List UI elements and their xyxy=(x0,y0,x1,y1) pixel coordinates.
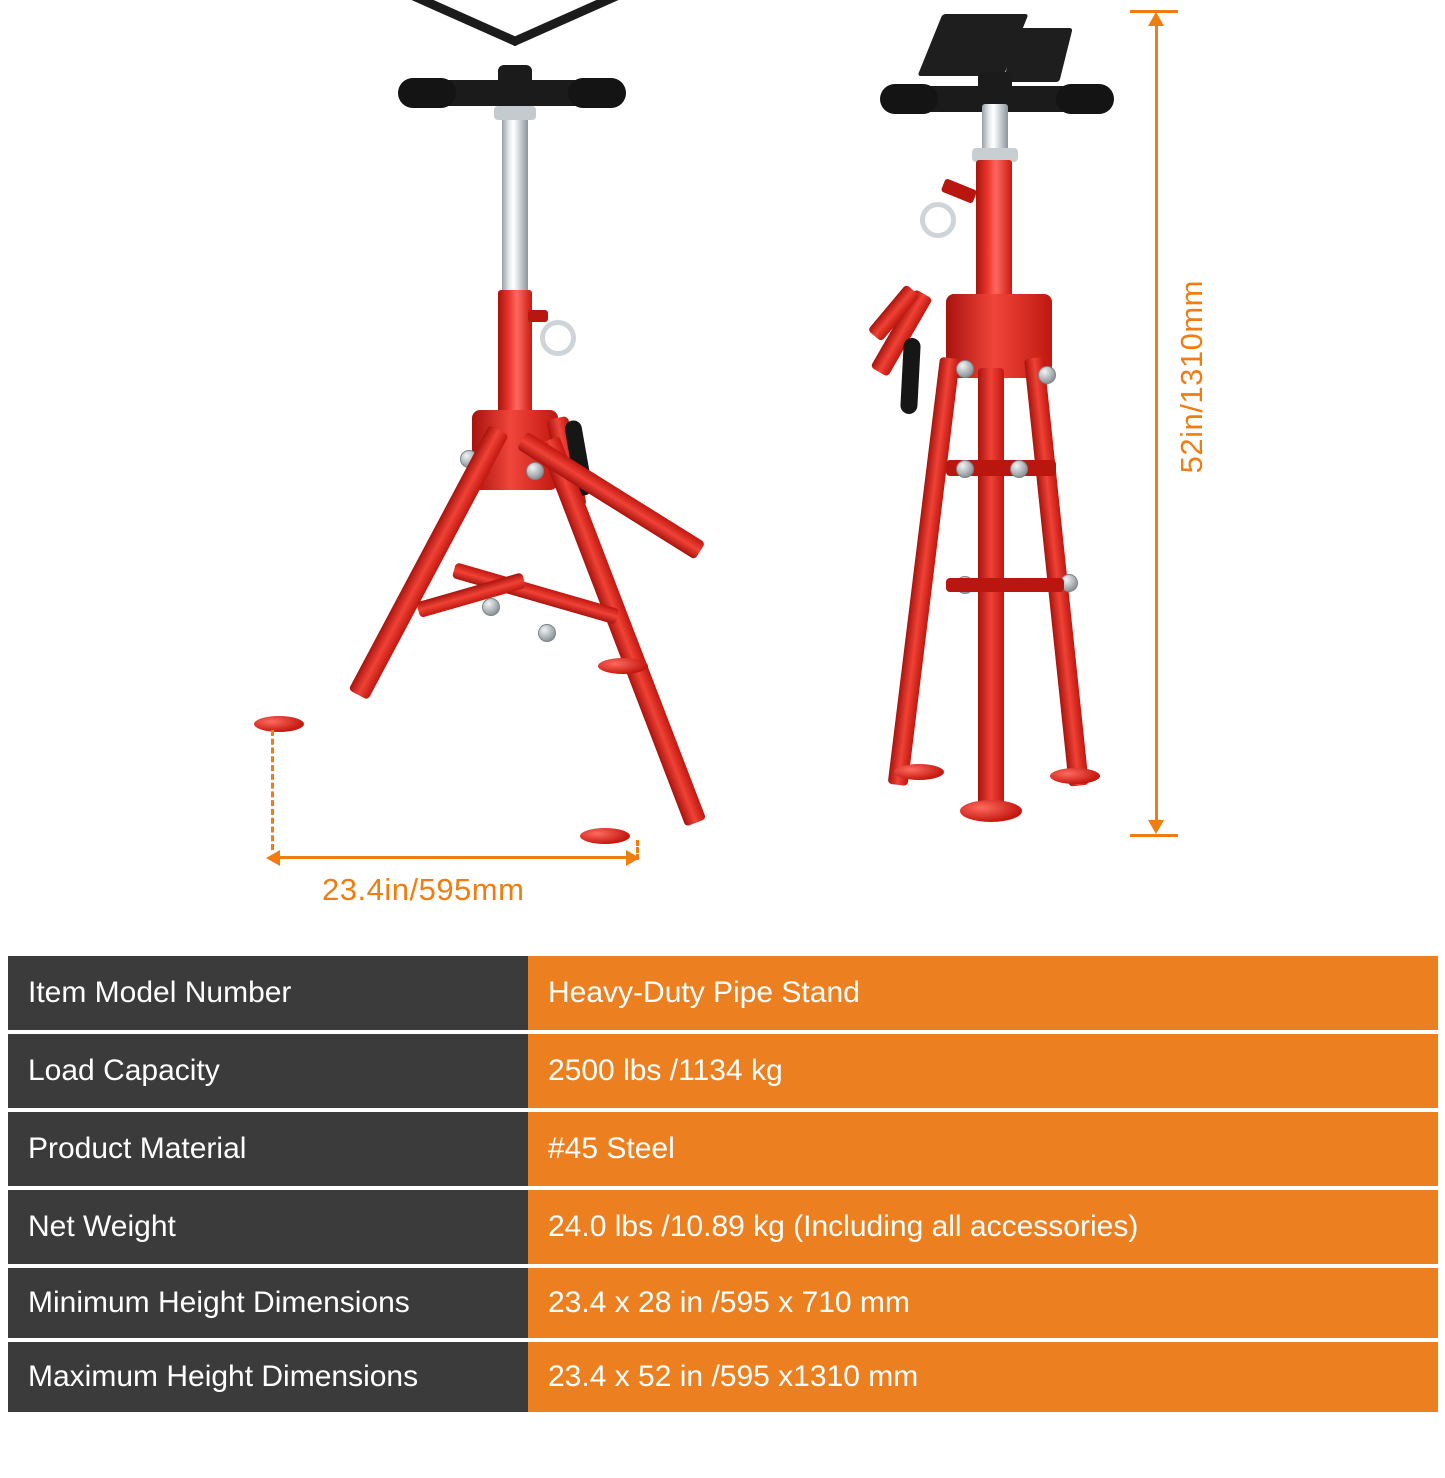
lock-ring-icon xyxy=(540,320,576,356)
lower-brace xyxy=(946,578,1064,592)
column-collar xyxy=(494,106,536,120)
height-dimension-line xyxy=(1155,16,1158,828)
vee-head-hub xyxy=(978,72,1012,102)
width-arrow-right xyxy=(626,850,640,866)
spec-label-net-weight: Net Weight xyxy=(8,1190,528,1264)
foot-right xyxy=(1050,768,1100,784)
vee-head-arm-left xyxy=(407,0,520,47)
chrome-column xyxy=(502,106,528,301)
leg-front-left xyxy=(348,425,508,700)
height-arrow-bottom xyxy=(1148,820,1164,834)
spec-label-minimum-height-dimensions: Minimum Height Dimensions xyxy=(8,1268,528,1338)
spec-label-product-material: Product Material xyxy=(8,1112,528,1186)
spec-value-product-material: #45 Steel xyxy=(528,1112,1438,1186)
spec-value-maximum-height-dimensions: 23.4 x 52 in /595 x1310 mm xyxy=(528,1342,1438,1412)
brace-bolt-b xyxy=(1038,366,1056,384)
lever-grip xyxy=(900,338,921,415)
brace-bolt-right xyxy=(538,624,556,642)
pipe-stand-front-view xyxy=(250,10,680,850)
foot-left xyxy=(254,716,304,732)
leg-right xyxy=(1024,357,1089,787)
lock-pin xyxy=(941,178,978,204)
brace-bolt-d xyxy=(1010,460,1028,478)
height-arrow-top xyxy=(1148,12,1164,26)
vee-plate-right xyxy=(1003,28,1072,82)
table-row xyxy=(8,956,1438,1030)
leg-left xyxy=(888,357,960,786)
height-tick-bottom xyxy=(1130,834,1178,837)
height-dimension-label: 52in/1310mm xyxy=(1174,280,1209,474)
width-dimension-line xyxy=(278,856,630,859)
specification-table xyxy=(8,952,1438,1416)
foot-mid-right xyxy=(598,658,648,674)
width-extension-left xyxy=(271,730,274,850)
spec-value-net-weight: 24.0 lbs /10.89 kg (Including all accessories) xyxy=(528,1190,1438,1264)
table-row xyxy=(8,1268,1438,1338)
spec-value-minimum-height-dimensions: 23.4 x 28 in /595 x 710 mm xyxy=(528,1268,1438,1338)
foot-front xyxy=(580,828,630,844)
leg-rear xyxy=(517,432,706,560)
spec-label-load-capacity: Load Capacity xyxy=(8,1034,528,1108)
spec-label-maximum-height-dimensions: Maximum Height Dimensions xyxy=(8,1342,528,1412)
vee-head-arm-right xyxy=(510,0,623,47)
spec-label-item-model-number: Item Model Number xyxy=(8,956,528,1030)
brace-bolt-center xyxy=(482,598,500,616)
hub-bolt-mid xyxy=(526,462,544,480)
spec-value-load-capacity: 2500 lbs /1134 kg xyxy=(528,1034,1438,1108)
table-row xyxy=(8,1342,1438,1412)
width-dimension-label: 23.4in/595mm xyxy=(322,872,525,907)
width-arrow-left xyxy=(266,850,280,866)
lock-ring-icon xyxy=(920,202,956,238)
brace-bolt-a xyxy=(956,360,974,378)
grip-left xyxy=(880,84,938,114)
grip-left xyxy=(398,78,456,108)
foot-left xyxy=(894,764,944,780)
spec-value-item-model-number: Heavy-Duty Pipe Stand xyxy=(528,956,1438,1030)
grip-right xyxy=(568,78,626,108)
brace-bolt-c xyxy=(956,460,974,478)
table-row xyxy=(8,1190,1438,1264)
table-row xyxy=(8,1112,1438,1186)
table-row xyxy=(8,1034,1438,1108)
grip-right xyxy=(1056,84,1114,114)
lock-pin xyxy=(528,310,548,322)
foot-center xyxy=(960,800,1022,822)
pipe-stand-side-view xyxy=(860,8,1160,838)
